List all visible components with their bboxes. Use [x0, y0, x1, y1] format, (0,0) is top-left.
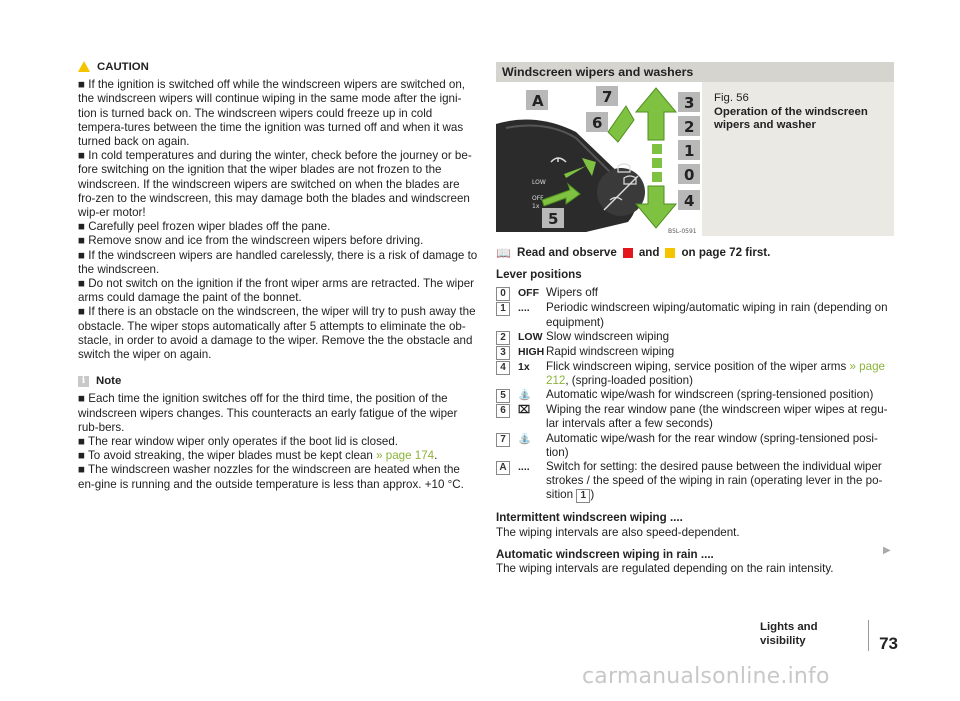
caution-item: ■ If the ignition is switched off while the windscreen wipers are switched on, the windscreen wipers will continue wiping in the same mode after the igni-tion is turned back on. The windscreen wipers could freeze up in cold tempera-tures between the time the ignition was turned off and when it was turned back on again. — [78, 78, 465, 149]
position-symbol: 1x — [518, 360, 530, 373]
left-column — [78, 60, 478, 492]
position-key: 2 — [496, 331, 510, 345]
fig-label-1: 1 — [684, 142, 695, 160]
note-item: ■ The rear window wiper only operates if the boot lid is closed. — [78, 435, 398, 449]
position-desc: Automatic wipe/wash for windscreen (spring-tensioned position) — [546, 388, 874, 402]
position-symbol: OFF — [518, 287, 539, 300]
list-item — [496, 360, 894, 388]
list-item — [496, 388, 894, 403]
wiper-lever-figure — [496, 82, 702, 236]
position-key: A — [496, 461, 510, 475]
position-symbol: .... — [518, 461, 530, 474]
caution-item: ■ Carefully peel frozen wiper blades off the pane. — [78, 220, 331, 234]
page-number: 73 — [879, 633, 898, 653]
caution-yellow-icon — [665, 248, 675, 258]
list-item — [496, 330, 894, 345]
footer-section: Lights and visibility — [760, 620, 869, 651]
caution-item: ■ Do not switch on the ignition if the front wiper arms are retracted. The wiper arms could damage the paint of the bonnet. — [78, 277, 475, 305]
caution-header — [78, 60, 478, 74]
position-desc: Slow windscreen wiping — [546, 329, 670, 343]
position-desc: Periodic windscreen wiping/automatic wiping in rain (depending on equipment) — [546, 301, 888, 329]
list-item — [496, 460, 894, 503]
fig-label-7: 7 — [602, 88, 613, 106]
fig-title: Operation of the windscreen wipers and washer — [714, 105, 868, 132]
position-desc: Wipers off — [546, 286, 598, 300]
book-icon: 📖 — [496, 246, 511, 260]
position-symbol: .... — [518, 302, 530, 315]
caution-item: ■ Remove snow and ice from the windscreen wipers before driving. — [78, 234, 424, 248]
note-label: Note — [96, 375, 122, 388]
fig-label-2: 2 — [684, 118, 695, 136]
note-item: ■ To avoid streaking, the wiper blades must be kept clean » page 174. — [78, 449, 438, 463]
page-footer — [760, 620, 898, 653]
lever-mark-low: LOW — [532, 179, 546, 186]
page-212-link[interactable]: » page 212 — [546, 359, 885, 388]
section-title: Windscreen wipers and washers — [496, 62, 894, 82]
caution-item: ■ In cold temperatures and during the winter, check before the journey or be-fore switching on the ignition that the wiper blades are not frozen to the windscreen. If the windscreen wipers are switched on when the blades are fro-zen to the windscreen, this may damage both the blades and windscreen wip-er motor! — [78, 149, 472, 220]
list-item — [496, 432, 894, 460]
warning-triangle-icon — [78, 61, 90, 72]
fig-label-3: 3 — [684, 94, 695, 112]
fig-number: Fig. 56 — [714, 92, 749, 104]
intermittent-heading: Intermittent windscreen wiping .... — [496, 511, 683, 525]
fig-code: B5L-0591 — [668, 228, 697, 235]
lever-positions-list — [496, 286, 894, 503]
fig-label-4: 4 — [684, 192, 695, 210]
intermittent-text: The wiping intervals are also speed-dependent. — [496, 525, 740, 539]
lever-mark-1x: 1x — [532, 203, 540, 210]
position-desc: Flick windscreen wiping, service position of the wiper arms » page 212, (spring-loaded position) — [546, 359, 885, 388]
fig-label-5: 5 — [548, 210, 559, 228]
lever-heading: Lever positions — [496, 268, 582, 282]
fig-label-6: 6 — [592, 114, 603, 132]
position-desc: Wiping the rear window pane (the windscreen wiper wipes at regu-lar intervals after a few seconds) — [546, 403, 888, 431]
list-item — [496, 286, 894, 301]
right-column — [496, 62, 894, 576]
fig-label-a: A — [532, 92, 544, 110]
interval-symbol: .... — [669, 511, 683, 525]
fig-label-0: 0 — [684, 166, 695, 184]
position-key: 5 — [496, 389, 510, 403]
position-key: 0 — [496, 287, 510, 301]
caution-item: ■ If the windscreen wipers are handled carelessly, there is a risk of damage to the windscreen. — [78, 248, 478, 276]
list-item — [496, 403, 894, 431]
note-header — [78, 374, 478, 388]
position-key: 1 — [496, 302, 510, 316]
caution-label: CAUTION — [97, 61, 149, 73]
figure-panel — [496, 82, 894, 236]
warning-red-icon — [623, 248, 633, 258]
rain-heading: Automatic windscreen wiping in rain .... — [496, 547, 714, 561]
rear-washer-icon: ⛲ — [518, 432, 532, 445]
continue-arrow-icon: ▶ — [883, 545, 891, 556]
figure-caption — [702, 82, 894, 236]
position-key: 3 — [496, 346, 510, 360]
note-item: ■ Each time the ignition switches off for the third time, the position of the windscreen wipers changes. This counteracts an early fatigue of the wiper rub-bers. — [78, 392, 458, 434]
page-174-link[interactable]: » page 174 — [376, 449, 435, 463]
position-symbol: LOW — [518, 330, 543, 343]
caution-item: ■ If there is an obstacle on the windscreen, the wiper will try to push away the obstacle. The wiper stops automatically after 5 attempts to eliminate the ob-stacle, in order to avoid a damage to the wiper. Remove the the obstacle and switch the wiper on again. — [78, 305, 476, 362]
position-desc: Automatic wipe/wash for the rear window (spring-tensioned posi-tion) — [546, 431, 878, 459]
position-desc: Switch for setting: the desired pause between the individual wiper strokes / the speed of the wiping in rain (operating lever in the po-sition 1 ) — [546, 460, 883, 502]
watermark: carmanualsonline.info — [582, 664, 830, 689]
lever-mark-off: OFF — [532, 195, 544, 202]
info-icon: i — [78, 376, 89, 387]
list-item — [496, 345, 894, 360]
position-symbol: HIGH — [518, 345, 545, 358]
interval-symbol: .... — [700, 547, 714, 561]
position-key: 4 — [496, 361, 510, 375]
position-key: 7 — [496, 433, 510, 447]
note-item: ■ The windscreen washer nozzles for the windscreen are heated when the en-gine is running and the outside temperature is less than approx. +10 °C. — [78, 463, 464, 491]
rain-text: The wiping intervals are regulated depending on the rain intensity. — [496, 562, 834, 576]
rear-wiper-icon: ⌧ — [518, 404, 531, 417]
washer-icon: ⛲ — [518, 389, 532, 402]
position-ref-box: 1 — [576, 489, 590, 503]
position-desc: Rapid windscreen wiping — [546, 344, 675, 358]
position-key: 6 — [496, 404, 510, 418]
read-and-observe: 📖 Read and observe and on page 72 first. — [496, 246, 771, 260]
list-item — [496, 301, 894, 329]
